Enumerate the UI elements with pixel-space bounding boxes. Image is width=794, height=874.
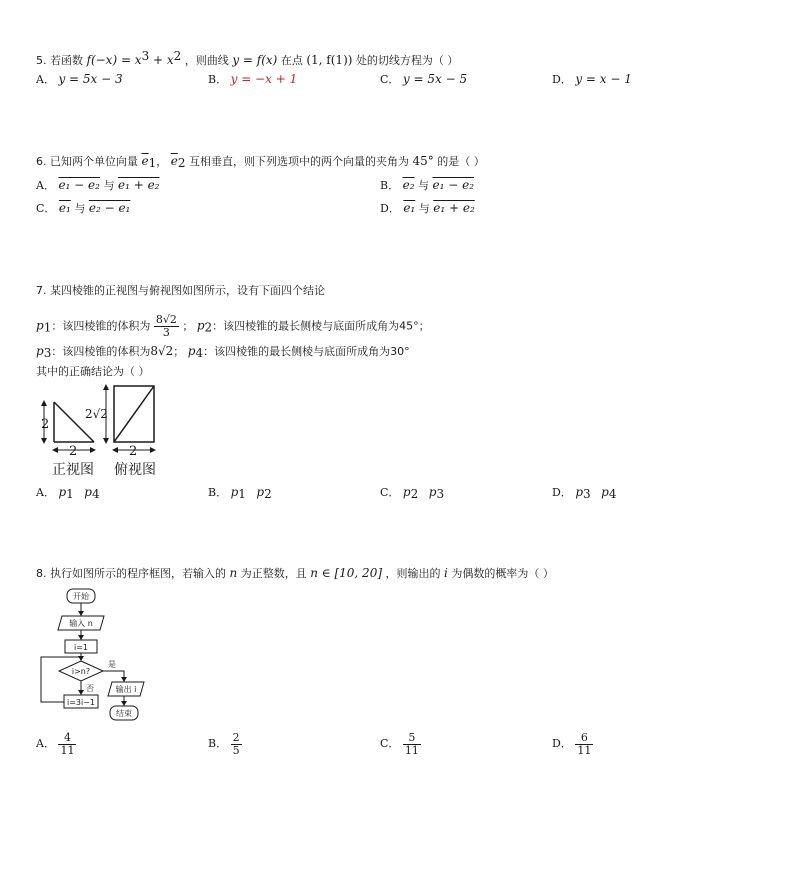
q7-top-width-label: 2: [129, 444, 138, 459]
q7-top-height-label: 2√2: [85, 407, 108, 421]
q5-option-b[interactable]: B． y = −x + 1: [208, 72, 298, 86]
q6-option-d[interactable]: D． e₁ 与 e₁ + e₂: [380, 201, 475, 215]
q7-front-width-label: 2: [69, 444, 78, 459]
flow-input-label: 输入 n: [69, 619, 93, 628]
q7-stem: 7. 某四棱锥的正视图与俯视图如图所示，设有下面四个结论: [36, 284, 325, 297]
flow-cond-label: i>n?: [71, 667, 91, 676]
q7-three-view-figure: [36, 384, 166, 480]
flow-start-label: 开始: [73, 592, 89, 601]
flow-output-label: 输出 i: [115, 685, 137, 694]
flow-yes-label: 是: [108, 660, 116, 669]
q7-conclusions-p1-p2: $p_1$：该四棱锥的体积为 $\frac{8√2}{3}$ ； $p_2$：该四棱锥的最长侧棱与底面所成角为45°；: [36, 313, 430, 339]
q7-option-a[interactable]: A． $p_1$ $p_4$: [36, 485, 100, 501]
q7-option-b[interactable]: B． $p_1$ $p_2$: [208, 485, 272, 501]
q7-option-d[interactable]: D． $p_3$ $p_4$: [552, 485, 617, 501]
q5-option-d[interactable]: D． y = x − 1: [552, 72, 632, 86]
q5-option-a[interactable]: A． y = 5x − 3: [36, 72, 123, 86]
flow-init-label: i=1: [73, 643, 89, 652]
q7-conclusions-p3-p4: $p_3$：该四棱锥的体积为8√2； $p_4$：该四棱锥的最长侧棱与底面所成角为30°: [36, 344, 410, 360]
flow-end-label: 结束: [116, 709, 132, 718]
q8-option-b[interactable]: B． $\frac{2}{5}$: [208, 730, 240, 757]
q6-option-a[interactable]: A． e₁ − e₂ 与 e₁ + e₂: [36, 178, 160, 192]
q6-option-b[interactable]: B． e₂ 与 e₁ − e₂: [380, 178, 475, 192]
q7-p1-volume-fraction: $\frac{8√2}{3}$: [155, 313, 177, 339]
q5-stem: 5. 若函数 $f(-x) = x^3 + x^2$ ，则曲线 y = f(x) 在点 (1, f(1)) 处的切线方程为（ ）: [36, 49, 459, 67]
q7-option-c[interactable]: C． $p_2$ $p_3$: [380, 485, 445, 501]
q8-option-a[interactable]: A． $\frac{4}{11}$: [36, 730, 75, 757]
q7-front-caption: 正视图: [52, 462, 94, 478]
q8-option-c[interactable]: C． $\frac{5}{11}$: [380, 730, 419, 757]
q6-option-c[interactable]: C． e₁ 与 e₂ − e₁: [36, 201, 131, 215]
q7-ask: 其中的正确结论为（ ）: [36, 365, 150, 378]
q6-stem: 6. 已知两个单位向量 $\overline{e}_1$， $\overline{e}_2$ 互相垂直，则下列选项中的两个向量的夹角为 45° 的是（ ）: [36, 154, 485, 170]
q7-top-caption: 俯视图: [114, 462, 156, 478]
flow-update-label: i=3i−1: [66, 698, 96, 707]
q8-flowchart: [36, 586, 156, 726]
q5-option-c[interactable]: C． y = 5x − 5: [380, 72, 468, 86]
flow-no-label: 否: [86, 684, 94, 693]
q8-option-d[interactable]: D． $\frac{6}{11}$: [552, 730, 592, 757]
q8-stem: 8. 执行如图所示的程序框图，若输入的 n 为正整数，且 n ∈ [10, 20] ，则输出的 i 为偶数的概率为（ ）: [36, 566, 554, 580]
q7-front-height-label: 2: [41, 417, 50, 432]
